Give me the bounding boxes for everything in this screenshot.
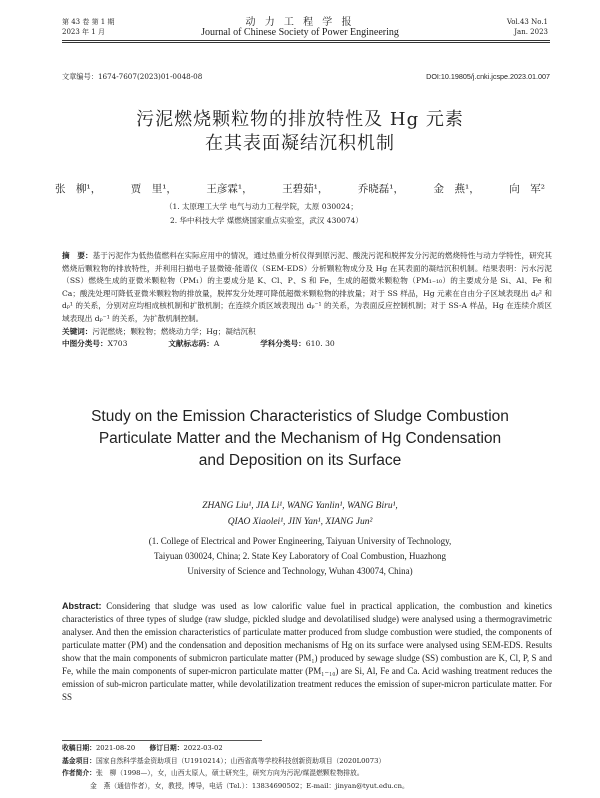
received-date: 2021-08-20 <box>95 744 136 752</box>
doc-code: A <box>213 339 220 349</box>
doc-code-label: 文献标志码： <box>168 339 214 349</box>
author-cn: 向 军² <box>509 183 545 195</box>
journal-name-en: Journal of Chinese Society of Power Engineering <box>201 27 399 38</box>
footnote-rule <box>62 740 262 741</box>
author-bio: 张 柳（1998—），女，山西太原人，硕士研究生，研究方向为污泥/煤混燃颗粒物排放。 <box>95 769 364 777</box>
title-en-line1: Study on the Emission Characteristics of Sludge Combustion <box>91 408 509 425</box>
abstract-cn <box>62 250 552 351</box>
title-en-line2: Particulate Matter and the Mechanism of Hg Condensation <box>98 430 502 447</box>
header-rule-2 <box>62 42 550 43</box>
abstract-en <box>62 600 552 704</box>
author-cn: 王彦霖¹， <box>206 183 253 195</box>
affiliation-en-3: University of Science and Technology, Wuhan 430074, China) <box>187 566 413 576</box>
doi: DOI:10.19805/j.cnki.jcspe.2023.01.007 <box>426 72 550 81</box>
fund-label: 基金项目： <box>62 756 96 765</box>
corresponding-author-info: ，女，教授，博导，电话（Tel.）：13834690502；E-mail：jinyan@tyut.edu.cn。 <box>147 781 409 790</box>
affiliation-cn-1: （1. 太原理工大学 电气与动力工程学院，太原 030024； <box>165 202 358 211</box>
keywords: 污泥燃烧；颗粒物；燃烧动力学；Hg；凝结沉积 <box>92 326 256 336</box>
authors-cn <box>55 181 545 196</box>
subject-code: 610. 30 <box>305 339 335 349</box>
affiliation-en-1: (1. College of Electrical and Power Engineering, Taiyuan University of Technology, <box>148 536 452 546</box>
journal-date-cn: 2023 年 1 月 <box>62 28 105 36</box>
fund-text: 国家自然科学基金资助项目（U1910214）；山西省高等学校科技创新资助项目（2020L0073） <box>95 756 386 765</box>
subject-label: 学科分类号： <box>260 339 306 349</box>
abstract-cn-text: 基于污泥作为低热值燃料在实际应用中的情况，通过热重分析仪得到原污泥、酸洗污泥和脱挥发分污泥的燃烧特性与动力学特性，研究其燃烧后颗粒物的排放特性，并利用扫描电子显微镜-能谱仪（SEM-EDS）分析颗粒物成分及 Hg 在其表面的凝结沉积机制。结果表明：污水污泥（SS）燃烧生成的亚微米颗粒物（PM₁）的主要成分是 K、Cl、P、S 和 Fe，生成的超微米颗粒物（PM₁₋₁₀）的主要成分是 Si、Al、Fe 和 Ca；酸洗处理可降低亚微米颗粒物的排放量，脱挥发分处理可降低超微米颗粒物的排放量；对于 SS 样品，Hg 元素在自由分子区域表现出 dₚ² 和 dₚ¹ 的关系，分别对应均相成核机制和扩散机制；在连续介质区域表现出 dₚ⁻¹ 的关系，为表面反应控制机制；对于 SS-A 样品，Hg 在连续介质区域表现出 dₚ⁻¹ 的关系，为扩散机制控制。 <box>62 251 553 323</box>
footnotes <box>62 742 552 792</box>
journal-volume-en: Vol.43 No.1 <box>506 18 548 26</box>
revised-date: 2022-03-02 <box>183 744 223 752</box>
authors-en-line1: ZHANG Liu¹, JIA Li¹, WANG Yanlin¹, WANG Biru¹, <box>202 501 398 511</box>
abstract-cn-label: 摘 要： <box>62 251 93 260</box>
journal-name-cn: 动 力 工 程 学 报 <box>245 17 355 28</box>
affiliation-cn-2: 2. 华中科技大学 煤燃烧国家重点实验室，武汉 430074） <box>170 216 363 225</box>
header-rule <box>62 40 550 41</box>
author-cn: 乔晓磊¹， <box>357 183 405 195</box>
author-cn: 金 燕¹， <box>433 183 480 195</box>
journal-volume-cn: 第 43 卷 第 1 期 <box>62 18 115 26</box>
title-cn-line2: 在其表面凝结沉积机制 <box>205 133 395 154</box>
affiliation-en-2: Taiyuan 030024, China; 2. State Key Laboratory of Coal Combustion, Huazhong <box>153 551 447 561</box>
journal-date-en: Jan. 2023 <box>514 28 548 36</box>
abstract-en-text: Considering that sludge was used as low calorific value fuel in practical application, the combustion and kinetics characteristics of three types of sludge (raw sludge, pickled sludge and devolatilised sludge) were analysed using a thermogravimetric analyser. And then the emission characteristics of particulate matter produced from sludge combustion were studied, the components of particulate matter (PM) and the condensation and deposition mechanisms of Hg on its surface were analysed using SEM-EDS. Results show that the main components of submicron particulate matter (PM₁) produced by sewage sludge (SS) combustion are K, Cl, P, S and Fe, while the main components of super-micron particulate matter (PM₁₋₁₀) are Si, Al, Fe and Ca. Acid washing treatment reduces the emission of sub-micron particulate matter, while devolatilization treatment reduces the emission of super-micron particulate matter. For SS <box>62 601 552 702</box>
author-bio-label: 作者简介： <box>62 769 96 777</box>
keywords-label: 关键词： <box>62 326 93 336</box>
author-cn: 张 柳¹， <box>55 183 102 195</box>
title-cn-line1: 污泥燃烧颗粒物的排放特性及 Hg 元素 <box>136 109 464 130</box>
abstract-en-label: Abstract: <box>62 601 102 611</box>
author-cn: 贾 里¹， <box>130 183 177 195</box>
title-en-line3: and Deposition on its Surface <box>198 452 402 469</box>
received-label: 收稿日期： <box>62 744 96 752</box>
corresponding-author-label: 金 燕（通信作者） <box>90 781 148 790</box>
authors-en-line2: QIAO Xiaolei¹, JIN Yan¹, XIANG Jun² <box>227 517 373 527</box>
revised-label: 修订日期： <box>149 744 184 752</box>
article-id: 文章编号：1674-7607(2023)01-0048-08 <box>62 72 203 81</box>
clc-number: X703 <box>107 339 128 349</box>
clc-label: 中图分类号： <box>62 339 108 349</box>
author-cn: 王碧茹¹， <box>282 183 329 195</box>
